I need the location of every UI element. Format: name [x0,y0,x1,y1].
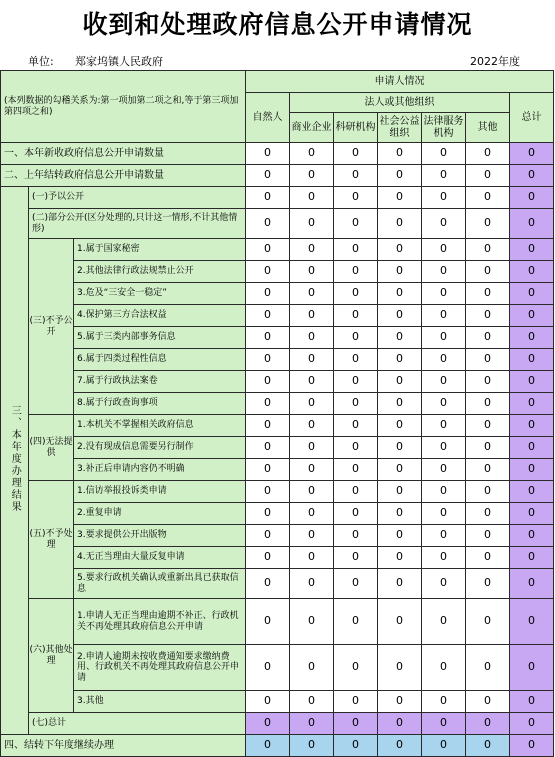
value-cell: 0 [246,349,290,371]
value-cell: 0 [334,261,378,283]
carry-value-cell: 0 [334,735,378,757]
total-value-cell: 0 [422,713,466,735]
value-cell: 0 [466,547,510,569]
value-cell: 0 [246,261,290,283]
carry-value-cell: 0 [246,735,290,757]
group-not-processed-item: 1.信访举报投诉类申请 [74,481,246,503]
value-cell: 0 [378,327,422,349]
carry-value-cell: 0 [378,735,422,757]
value-cell: 0 [422,459,466,481]
group-other-handling: (六)其他处理 [29,599,74,713]
value-cell: 0 [290,371,334,393]
table-row [1,209,554,239]
value-cell: 0 [246,525,290,547]
value-cell: 0 [422,437,466,459]
value-cell: 0 [290,437,334,459]
section-processing-results-text: 三、本年度办理结果 [9,404,21,513]
table-row [1,599,554,645]
value-cell: 0 [510,415,554,437]
group-total: (七)总计 [29,713,246,735]
value-cell: 0 [510,261,554,283]
value-cell: 0 [290,599,334,645]
value-cell: 0 [334,305,378,327]
value-cell: 0 [246,481,290,503]
value-cell: 0 [466,283,510,305]
table-row [1,459,554,481]
value-cell: 0 [334,283,378,305]
value-cell: 0 [510,599,554,645]
value-cell: 0 [246,165,290,187]
header-natural-person: 自然人 [246,93,290,143]
value-cell: 0 [334,547,378,569]
group-not-disclosed-item: 7.属于行政执法案卷 [74,371,246,393]
value-cell: 0 [510,547,554,569]
value-cell: 0 [378,481,422,503]
group-not-disclosed-item: 6.属于四类过程性信息 [74,349,246,371]
table-row [1,165,554,187]
value-cell: 0 [290,569,334,599]
group-not-disclosed-item: 1.属于国家秘密 [74,239,246,261]
value-cell: 0 [378,415,422,437]
value-cell: 0 [290,305,334,327]
table-row [1,713,554,735]
table-body [1,71,554,757]
value-cell: 0 [378,349,422,371]
value-cell: 0 [422,239,466,261]
value-cell: 0 [246,143,290,165]
value-cell: 0 [378,165,422,187]
value-cell: 0 [510,283,554,305]
carry-value-cell: 0 [422,735,466,757]
header-law-service: 法律服务机构 [422,113,466,143]
value-cell: 0 [378,305,422,327]
table-row [1,239,554,261]
value-cell: 0 [378,261,422,283]
value-cell: 0 [510,437,554,459]
row-carry-forward: 四、结转下年度继续办理 [1,735,246,757]
value-cell: 0 [246,187,290,209]
value-cell: 0 [510,481,554,503]
group-other-handling-item: 1.申请人无正当理由逾期不补正、行政机关不再处理其政府信息公开申请 [74,599,246,645]
value-cell: 0 [422,327,466,349]
report-year: 2022年度 [470,55,520,68]
table-row [1,371,554,393]
value-cell: 0 [378,143,422,165]
carry-value-cell: 0 [510,735,554,757]
value-cell: 0 [510,393,554,415]
value-cell: 0 [378,371,422,393]
value-cell: 0 [290,261,334,283]
value-cell: 0 [510,503,554,525]
value-cell: 0 [422,645,466,691]
value-cell: 0 [510,239,554,261]
value-cell: 0 [422,547,466,569]
group-other-handling-item: 3.其他 [74,691,246,713]
value-cell: 0 [466,525,510,547]
group-not-processed-item: 2.重复申请 [74,503,246,525]
value-cell: 0 [246,327,290,349]
carry-value-cell: 0 [290,735,334,757]
group-not-disclosed-item: 2.其他法律行政法规禁止公开 [74,261,246,283]
value-cell: 0 [246,239,290,261]
value-cell: 0 [422,349,466,371]
value-cell: 0 [290,547,334,569]
value-cell: 0 [246,371,290,393]
value-cell: 0 [378,187,422,209]
value-cell: 0 [422,393,466,415]
value-cell: 0 [422,371,466,393]
value-cell: 0 [466,459,510,481]
value-cell: 0 [246,393,290,415]
value-cell: 0 [290,525,334,547]
value-cell: 0 [378,437,422,459]
value-cell: 0 [466,187,510,209]
value-cell: 0 [290,349,334,371]
group-not-disclosed-item: 3.危及“三安全一稳定” [74,283,246,305]
value-cell: 0 [334,143,378,165]
value-cell: 0 [246,691,290,713]
value-cell: 0 [290,393,334,415]
value-cell: 0 [378,525,422,547]
table-row [1,481,554,503]
value-cell: 0 [510,349,554,371]
value-cell: 0 [334,459,378,481]
value-cell: 0 [422,261,466,283]
value-cell: 0 [422,481,466,503]
table-row [1,415,554,437]
value-cell: 0 [290,503,334,525]
table-row [1,547,554,569]
group-not-processed-item: 4.无正当理由大量反复申请 [74,547,246,569]
value-cell: 0 [466,599,510,645]
value-cell: 0 [422,209,466,239]
value-cell: 0 [334,599,378,645]
value-cell: 0 [290,327,334,349]
value-cell: 0 [378,503,422,525]
group-unable-to-provide: (四)无法提供 [29,415,74,481]
value-cell: 0 [290,239,334,261]
value-cell: 0 [378,547,422,569]
value-cell: 0 [246,209,290,239]
group-disclosed: (一)予以公开 [29,187,246,209]
value-cell: 0 [466,165,510,187]
value-cell: 0 [466,261,510,283]
carry-value-cell: 0 [466,735,510,757]
value-cell: 0 [290,415,334,437]
value-cell: 0 [334,239,378,261]
table-row [1,187,554,209]
value-cell: 0 [334,503,378,525]
row-carried-over: 二、上年结转政府信息公开申请数量 [1,165,246,187]
value-cell: 0 [422,599,466,645]
value-cell: 0 [290,283,334,305]
value-cell: 0 [334,327,378,349]
statistics-table [0,70,554,757]
total-value-cell: 0 [334,713,378,735]
header-other: 其他 [466,113,510,143]
value-cell: 0 [466,415,510,437]
table-row [1,283,554,305]
table-row [1,525,554,547]
header-legal-entity: 法人或其他组织 [290,93,510,113]
value-cell: 0 [510,165,554,187]
value-cell: 0 [422,525,466,547]
value-cell: 0 [246,645,290,691]
value-cell: 0 [466,209,510,239]
value-cell: 0 [246,503,290,525]
table-row [1,327,554,349]
value-cell: 0 [378,393,422,415]
value-cell: 0 [246,569,290,599]
value-cell: 0 [334,393,378,415]
value-cell: 0 [466,481,510,503]
page-title: 收到和处理政府信息公开申请情况 [82,10,473,39]
value-cell: 0 [466,349,510,371]
value-cell: 0 [378,239,422,261]
group-partially-disclosed: (二)部分公开(区分处理的,只计这一情形,不计其他情形) [29,209,246,239]
value-cell: 0 [466,645,510,691]
value-cell: 0 [510,459,554,481]
group-not-processed: (五)不予处理 [29,481,74,599]
value-cell: 0 [422,415,466,437]
row-new-applications: 一、本年新收政府信息公开申请数量 [1,143,246,165]
table-row [1,503,554,525]
table-row [1,437,554,459]
value-cell: 0 [290,209,334,239]
value-cell: 0 [466,503,510,525]
value-cell: 0 [422,165,466,187]
value-cell: 0 [422,305,466,327]
value-cell: 0 [290,165,334,187]
value-cell: 0 [510,371,554,393]
value-cell: 0 [334,187,378,209]
value-cell: 0 [422,187,466,209]
value-cell: 0 [466,305,510,327]
group-not-processed-item: 3.要求提供公开出版物 [74,525,246,547]
value-cell: 0 [290,691,334,713]
group-unable-to-provide-item: 1.本机关不掌握相关政府信息 [74,415,246,437]
value-cell: 0 [334,415,378,437]
header-business: 商业企业 [290,113,334,143]
value-cell: 0 [422,503,466,525]
value-cell: 0 [466,393,510,415]
group-other-handling-item: 2.申请人逾期未按收费通知要求缴纳费用、行政机关不再处理其政府信息公开申请 [74,645,246,691]
value-cell: 0 [334,165,378,187]
section-processing-results [1,187,29,735]
value-cell: 0 [290,143,334,165]
total-value-cell: 0 [378,713,422,735]
table-row [1,735,554,757]
value-cell: 0 [334,481,378,503]
value-cell: 0 [246,459,290,481]
table-row [1,645,554,691]
header-total: 总计 [510,93,554,143]
table-row [1,143,554,165]
value-cell: 0 [290,645,334,691]
value-cell: 0 [466,327,510,349]
value-cell: 0 [422,143,466,165]
header-applicant: 申请人情况 [246,71,554,93]
value-cell: 0 [378,459,422,481]
value-cell: 0 [246,437,290,459]
value-cell: 0 [334,691,378,713]
value-cell: 0 [466,371,510,393]
header-note: (本列数据的勾稽关系为:第一项加第二项之和,等于第三项加第四项之和) [1,71,246,143]
value-cell: 0 [466,239,510,261]
value-cell: 0 [334,645,378,691]
value-cell: 0 [334,371,378,393]
value-cell: 0 [334,437,378,459]
value-cell: 0 [378,599,422,645]
value-cell: 0 [510,305,554,327]
value-cell: 0 [378,209,422,239]
group-not-disclosed-item: 4.保护第三方合法权益 [74,305,246,327]
group-not-disclosed: (三)不予公开 [29,239,74,415]
group-unable-to-provide-item: 2.没有现成信息需要另行制作 [74,437,246,459]
header-social: 社会公益组织 [378,113,422,143]
value-cell: 0 [334,525,378,547]
value-cell: 0 [466,437,510,459]
value-cell: 0 [378,691,422,713]
table-row [1,349,554,371]
value-cell: 0 [510,143,554,165]
table-row [1,393,554,415]
value-cell: 0 [510,327,554,349]
total-value-cell: 0 [510,713,554,735]
group-unable-to-provide-item: 3.补正后申请内容仍不明确 [74,459,246,481]
value-cell: 0 [378,283,422,305]
value-cell: 0 [246,305,290,327]
value-cell: 0 [510,187,554,209]
value-cell: 0 [466,143,510,165]
table-row [1,261,554,283]
value-cell: 0 [422,569,466,599]
value-cell: 0 [334,209,378,239]
table-row [1,305,554,327]
value-cell: 0 [290,459,334,481]
value-cell: 0 [378,569,422,599]
value-cell: 0 [290,187,334,209]
value-cell: 0 [378,645,422,691]
value-cell: 0 [510,645,554,691]
group-not-processed-item: 5.要求行政机关确认或重新出具已获取信息 [74,569,246,599]
value-cell: 0 [510,209,554,239]
value-cell: 0 [246,547,290,569]
value-cell: 0 [466,691,510,713]
report-meta [0,50,555,70]
value-cell: 0 [246,415,290,437]
unit-name: 郑家坞镇人民政府 [75,55,163,68]
total-value-cell: 0 [246,713,290,735]
value-cell: 0 [334,569,378,599]
group-not-disclosed-item: 8.属于行政查询事项 [74,393,246,415]
group-not-disclosed-item: 5.属于三类内部事务信息 [74,327,246,349]
value-cell: 0 [422,283,466,305]
value-cell: 0 [510,691,554,713]
total-value-cell: 0 [290,713,334,735]
value-cell: 0 [510,569,554,599]
table-row [1,569,554,599]
header-research: 科研机构 [334,113,378,143]
value-cell: 0 [422,691,466,713]
value-cell: 0 [246,283,290,305]
value-cell: 0 [246,599,290,645]
value-cell: 0 [290,481,334,503]
value-cell: 0 [334,349,378,371]
unit-label: 单位: [28,55,54,68]
value-cell: 0 [466,569,510,599]
value-cell: 0 [510,525,554,547]
table-row [1,691,554,713]
total-value-cell: 0 [466,713,510,735]
